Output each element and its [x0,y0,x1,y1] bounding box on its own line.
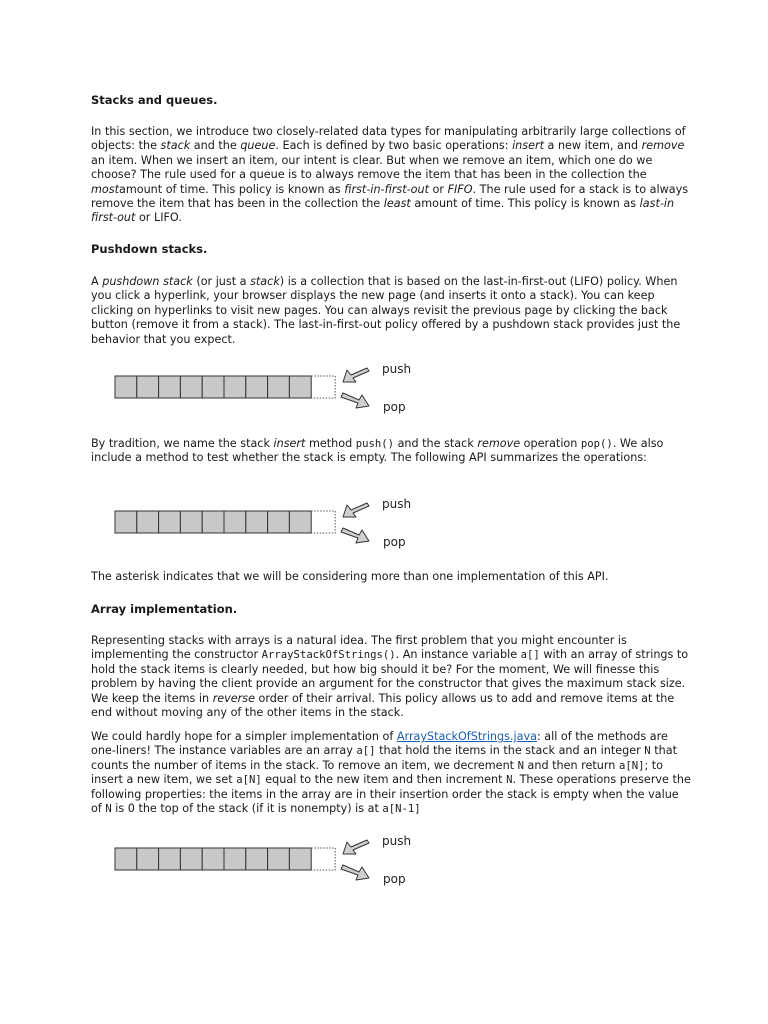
heading-array-implementation: Array implementation. [91,602,238,616]
stack-cell [159,376,181,398]
stack-cell [202,511,224,533]
stack-diagram-1 [115,360,445,416]
intro-paragraph: In this section, we introduce two closely-related data types for manipulating arbitrarily large collections of objects: the stack and the queue. Each is defined by two basic operations: insert a new item, and remove an item. When we insert an item, our intent is clear. But when we remove an item, which one do we choose? The rule used for a queue is to always remove the item that has been in the collection the mostamount of time. This policy is known as first-in-first-out or FIFO. The rule used for a stack is to always remove the item that has been in the collection the least amount of time. This policy is known as last-in first-out or LIFO. [91,125,689,225]
stack-cell [159,511,181,533]
heading-pushdown-stacks: Pushdown stacks. [91,242,208,256]
stack-cell [268,511,290,533]
stack-diagram-2 [115,495,445,551]
stack-cell [289,376,311,398]
stack-cell [202,376,224,398]
pop-label: pop [383,535,406,549]
stack-cell [180,848,202,870]
asterisk-paragraph: The asterisk indicates that we will be considering more than one implementation of this API. [91,570,609,583]
array-paragraph: Representing stacks with arrays is a natural idea. The first problem that you might encounter is implementing the constructor ArrayStackOfStrings(). An instance variable a[] with an array of strings to hold the stack items is clearly needed, but how big should it be? For the moment, We will finesse this problem by having the client provide an argument for the constructor that gives the maximum stack size. We keep the items in reverse order of their arrival. This policy allows us to add and remove items at the end without moving any of the other items in the stack. [91,634,689,720]
stack-cell [289,848,311,870]
stack-cell [246,848,268,870]
tradition-paragraph: By tradition, we name the stack insert method push() and the stack remove operation pop(). We also include a method to test whether the stack is empty. The following API summarizes the operations: [91,437,664,465]
stack-cell [202,848,224,870]
pop-label: pop [383,400,406,414]
empty-stack-slot [311,376,335,398]
stack-cell [180,376,202,398]
push-label: push [382,362,412,376]
stack-cell [159,848,181,870]
stack-cell [224,511,246,533]
heading-stacks-and-queues: Stacks and queues. [91,93,218,107]
stack-cell [224,848,246,870]
stack-diagram-3 [115,832,445,888]
stack-cell [224,376,246,398]
stack-cell [115,848,137,870]
stack-cell [137,376,159,398]
stack-cell [246,376,268,398]
implementation-paragraph: We could hardly hope for a simpler implementation of ArrayStackOfStrings.java: all of the methods are one-liners! The instance variables are an array a[] that hold the items in the stack and an integer N that counts the number of items in the stack. To remove an item, we decrement N and then return a[N]; to insert a new item, we set a[N] equal to the new item and then increment N. These operations preserve the following properties: the items in the array are in their insertion order the stack is empty when the value of N is 0 the top of the stack (if it is nonempty) is at a[N-1] [91,730,691,816]
stack-cell [115,376,137,398]
push-arrow-icon [343,503,369,517]
pop-label: pop [383,872,406,886]
empty-stack-slot [311,511,335,533]
stack-cell [115,511,137,533]
stack-cell [137,848,159,870]
pop-arrow-icon [341,865,369,880]
pop-arrow-icon [341,528,369,543]
push-label: push [382,834,412,848]
stack-cell [268,848,290,870]
stack-cell [268,376,290,398]
pushdown-paragraph: A pushdown stack (or just a stack) is a collection that is based on the last-in-first-out (LIFO) policy. When you click a hyperlink, your browser displays the new page (and inserts it onto a stack). You can keep clicking on hyperlinks to visit new pages. You can always revisit the previous page by clicking the back button (remove it from a stack). The last-in-first-out policy offered by a pushdown stack provides just the behavior that you expect. [91,275,681,346]
push-arrow-icon [343,368,369,382]
arraystackofstrings-link[interactable]: ArrayStackOfStrings.java [396,730,537,743]
pop-arrow-icon [341,393,369,408]
push-arrow-icon [343,840,369,854]
stack-cell [137,511,159,533]
stack-cell [180,511,202,533]
stack-cell [289,511,311,533]
push-label: push [382,497,412,511]
stack-cell [246,511,268,533]
empty-stack-slot [311,848,335,870]
